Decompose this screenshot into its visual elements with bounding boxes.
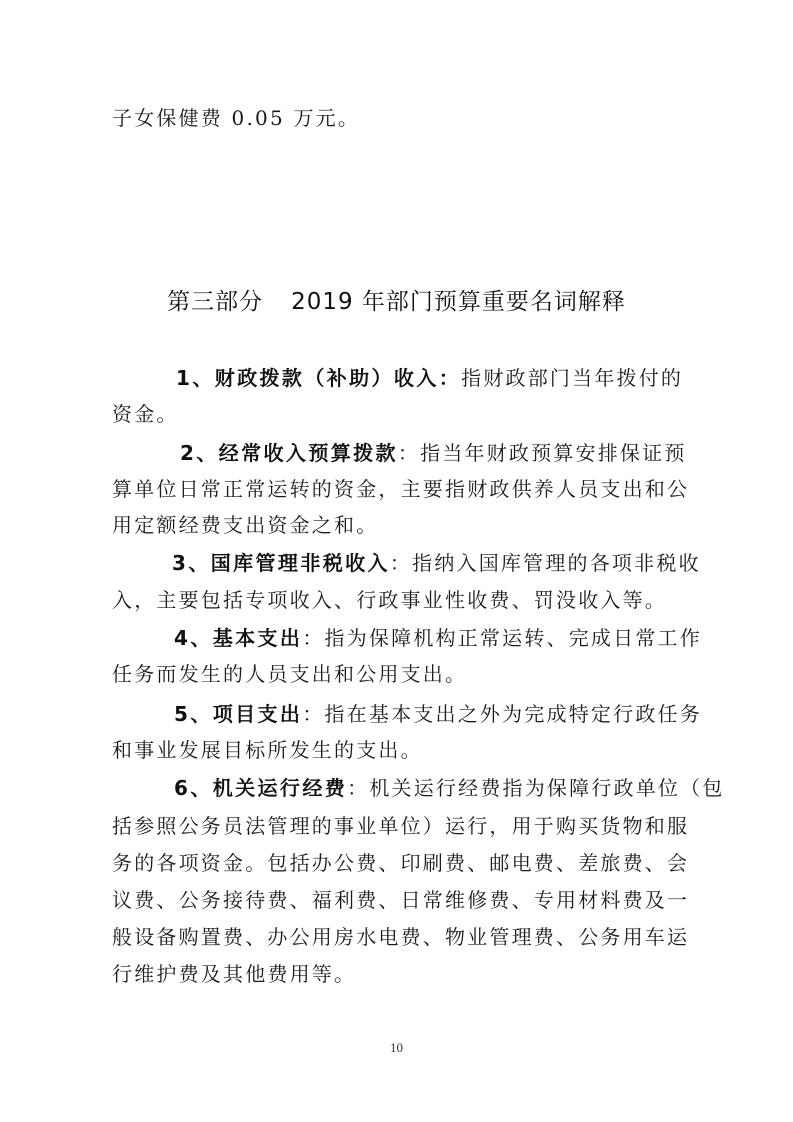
definition-5-text: 指在基本支出之外为完成特定行政任务 — [324, 702, 702, 726]
carry-over-text: 子女保健费 0.05 万元。 — [112, 106, 361, 130]
definition-1-separator: ： — [438, 366, 462, 390]
definition-2-continuation-1: 算单位日常正常运转的资金，主要指财政供养人员支出和公 — [112, 477, 690, 501]
definition-6-term: 6、机关运行经费 — [174, 776, 348, 800]
definition-5-continuation: 和事业发展目标所发生的支出。 — [112, 738, 423, 762]
definition-1-text: 指财政部门当年拨付的 — [461, 366, 684, 390]
definition-6-separator: ： — [347, 776, 370, 800]
definition-2-separator: ： — [397, 441, 421, 465]
definition-4-first-line — [174, 624, 702, 652]
definition-2-text: 指当年财政预算安排保证预 — [420, 441, 687, 465]
definition-4-continuation: 任务而发生的人员支出和公用支出。 — [112, 662, 468, 686]
definition-2-continuation-2: 用定额经费支出资金之和。 — [112, 513, 379, 537]
definition-1-term: 1、财政拨款（补助）收入 — [176, 366, 439, 390]
definition-3-first-line — [172, 549, 701, 577]
definition-6-continuation-4: 般设备购置费、办公用房水电费、物业管理费、公务用车运 — [112, 925, 690, 949]
definition-3-separator: ： — [389, 551, 413, 575]
definition-5-separator: ： — [302, 702, 325, 726]
definition-2-term: 2、经常收入预算拨款 — [180, 441, 398, 465]
definition-5-first-line — [174, 700, 702, 728]
section-title-part: 第三部分 — [167, 289, 264, 315]
page-number: 10 — [390, 1040, 403, 1055]
section-title-rest: 2019 年部门预算重要名词解释 — [291, 289, 626, 315]
definition-6-continuation-5: 行维护费及其他费用等。 — [112, 962, 357, 986]
definition-1-first-line — [176, 364, 682, 392]
definition-6-continuation-2: 务的各项资金。包括办公费、印刷费、邮电费、差旅费、会 — [112, 851, 690, 875]
definition-3-term: 3、国库管理非税收入 — [172, 551, 390, 575]
definition-1-continuation: 资金。 — [112, 402, 179, 426]
definition-6-text: 机关运行经费指为保障行政单位（包 — [369, 776, 725, 800]
definition-6-continuation-3: 议费、公务接待费、福利费、日常维修费、专用材料费及一 — [112, 888, 690, 912]
definition-4-separator: ： — [302, 626, 325, 650]
definition-5-term: 5、项目支出 — [174, 702, 303, 726]
definition-4-term: 4、基本支出 — [174, 626, 303, 650]
definition-6-continuation-1: 括参照公务员法管理的事业单位）运行，用于购买货物和服 — [112, 814, 690, 838]
definition-4-text: 指为保障机构正常运转、完成日常工作 — [324, 626, 702, 650]
definition-2-first-line — [180, 439, 687, 467]
definition-6-first-line — [174, 774, 725, 802]
definition-3-text: 指纳入国库管理的各项非税收 — [412, 551, 701, 575]
section-title — [0, 286, 793, 318]
definition-3-continuation: 入，主要包括专项收入、行政事业性收费、罚没收入等。 — [112, 588, 667, 612]
